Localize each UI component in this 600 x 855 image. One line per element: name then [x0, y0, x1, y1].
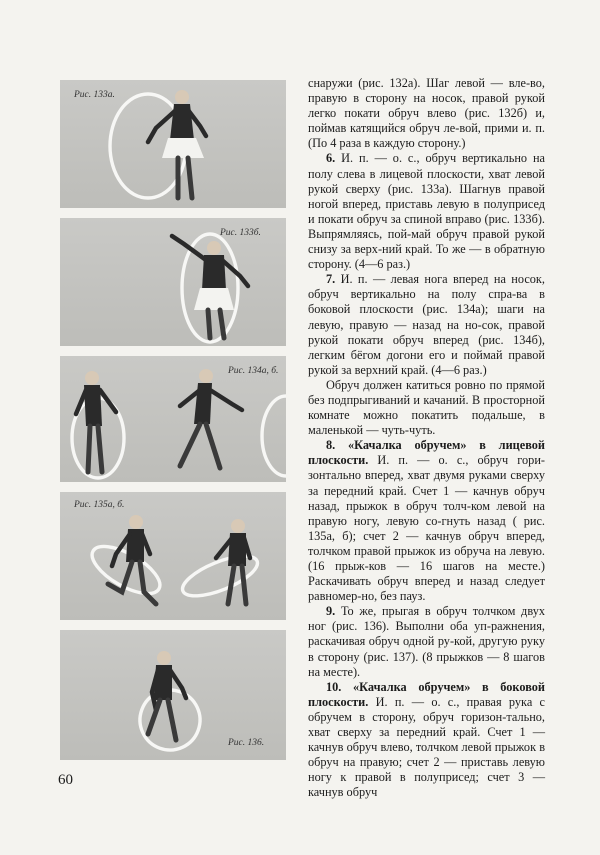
paragraph-6-text: И. п. — о. с., обруч вертикально на полу слева в лицевой плоскости, хват левой рукой сверху (рис. 133а). Шагнув правой ногой вперед, приставь левую в полуприсед и покати обруч за спиной вправо (рис. 133б). Выпрямляясь, пой-май обруч правой рукой снизу за верх-ний край. То же — в обратную сторону. (4—6 раз.) [308, 151, 546, 272]
paragraph-6-number: 6. [326, 151, 336, 166]
figure-133b [60, 218, 286, 346]
figure-136-caption: Рис. 136. [228, 738, 265, 748]
figure-133b-caption: Рис. 133б. [220, 228, 261, 238]
paragraph-9-text: То же, прыгая в обруч толчком двух ног (рис. 136). Выполни оба уп-ражнения, раскачивая обруч одной ру-кой, другую руку в сторону (рис. 137). (8 прыжков — 8 шагов на месте). [308, 604, 545, 679]
figure-134 [60, 356, 286, 482]
paragraph-8-text: И. п. — о. с., обруч гори-зонтально вперед, хват двумя руками сверху за передний край. Счет 1 — качнув обруч назад, прыжок в обруч толч-ком левой на правую ногу, левую со-гнуть назад ( рис. 135а, б); счет 2 — качнув обруч вперед, толчком правой прыжок из обруча на левую. (16 прыж-ков — 16 шагов на месте.) Раскачивать обруч вперед и назад следует равномер-но, без пауз. [308, 453, 545, 604]
figure-134-caption: Рис. 134а, б. [228, 366, 279, 376]
paragraph-8 [308, 438, 545, 604]
paragraph-7-number: 7. [326, 272, 336, 287]
figure-133a-caption: Рис. 133а. [74, 90, 115, 100]
paragraph-10 [308, 680, 545, 801]
figure-135-caption: Рис. 135а, б. [74, 500, 125, 510]
paragraph-10-heading: 10. «Качалка обручем» в боковой плоскости. [308, 679, 545, 709]
paragraph-note: Обруч должен катиться ровно по прямой без подпрыгиваний и качаний. В просторной комнате можно покатить подальше, в маленькой — чуть-чуть. [308, 377, 545, 438]
paragraph-9-number: 9. [326, 604, 336, 619]
paragraph-7 [308, 272, 545, 378]
paragraph-9 [308, 604, 545, 679]
figure-136 [60, 630, 286, 760]
figure-135-illustration [60, 492, 286, 620]
paragraph-7-text: И. п. — левая нога вперед на носок, обруч вертикально на полу спра-ва в боковой плоскости (рис. 134а); шаги на левую, правую — назад на но-сок, правой рукой покати обруч вперед (рис. 134б), легким бёгом догони его и поймай правой рукой за верхний край. (4—6 раз.) [308, 272, 545, 377]
page-number: 60 [58, 772, 73, 788]
paragraph-6 [308, 151, 545, 272]
paragraph-intro: снаружи (рис. 132а). Шаг левой — вле-во, правую в сторону на носок, правой рукой легко покати обруч влево (рис. 132б) и, поймав катящийся обруч ле-вой, прими и. п. (По 4 раза в каждую сторону.) [308, 76, 545, 151]
paragraph-8-heading: 8. «Качалка обручем» в лицевой плоскости. [308, 438, 545, 468]
paragraph-10-text: И. п. — о. с., правая рука с обручем в сторону, обруч горизон-тально, хват сверху за передний край. Счет 1 — качнув обруч влево, толчком левой прыжок в обруч на правую; счет 2 — приставь левую ногу к правой в полуприсед; счет 3 — качнув обруч [308, 694, 546, 800]
figure-135 [60, 492, 286, 620]
text-column [308, 76, 545, 801]
figure-133a [60, 80, 286, 208]
